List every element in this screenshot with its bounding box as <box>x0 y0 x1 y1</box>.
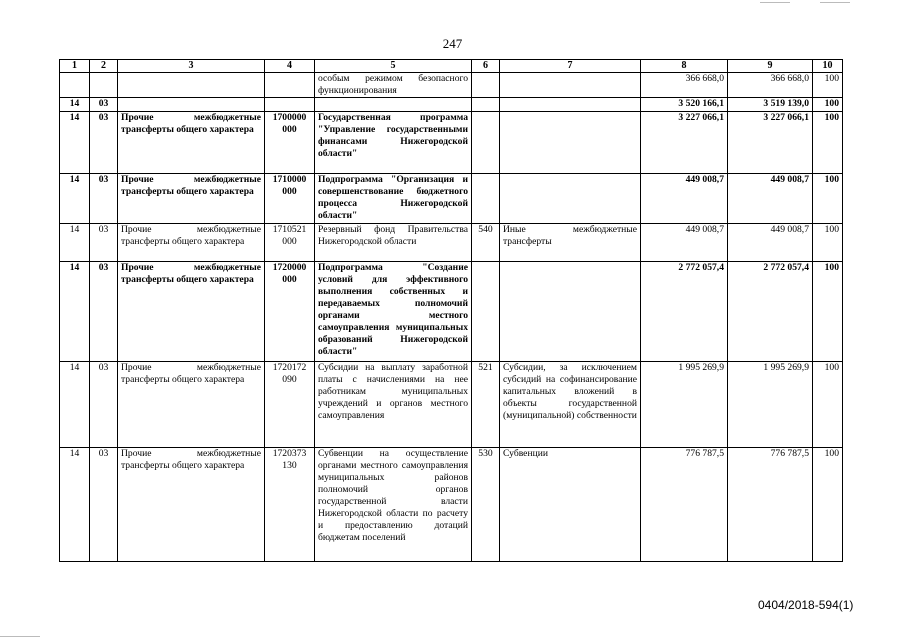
header-cell: 3 <box>118 60 265 73</box>
cell-c1 <box>60 73 90 98</box>
cell-c3: Прочие межбюджетные трансферты общего характера <box>118 112 265 174</box>
cell-c10: 100 <box>813 362 843 448</box>
cell-c2: 03 <box>90 112 118 174</box>
cell-c1: 14 <box>60 112 90 174</box>
cell-c7: Субвенции <box>500 448 641 562</box>
cell-c10: 100 <box>813 73 843 98</box>
cell-c1: 14 <box>60 362 90 448</box>
cell-c7: Субсидии, за исключением субсидий на софинансирование капитальных вложений в объекты государственной (муниципальной) собственности <box>500 362 641 448</box>
cell-c4 <box>265 73 315 98</box>
cell-c9: 776 787,5 <box>728 448 813 562</box>
cell-c10: 100 <box>813 262 843 362</box>
table-row <box>60 174 843 224</box>
header-cell: 6 <box>472 60 500 73</box>
cell-c4: 1710000 000 <box>265 174 315 224</box>
cell-c10: 100 <box>813 98 843 112</box>
scan-mark <box>820 2 850 3</box>
cell-c4: 1720373 130 <box>265 448 315 562</box>
cell-c2: 03 <box>90 98 118 112</box>
cell-c7 <box>500 98 641 112</box>
cell-c10: 100 <box>813 224 843 262</box>
cell-c5: Субвенции на осуществление органами местного самоуправления муниципальных районов полномочий органов государственной власти Нижегородской области по расчету и предоставлению дотаций бюджетам поселений <box>315 448 472 562</box>
cell-c2: 03 <box>90 174 118 224</box>
cell-c4: 1720000 000 <box>265 262 315 362</box>
cell-c5: особым режимом безопасного функционирования <box>315 73 472 98</box>
cell-c10: 100 <box>813 174 843 224</box>
cell-c8: 2 772 057,4 <box>641 262 728 362</box>
cell-c6: 540 <box>472 224 500 262</box>
cell-c4: 1700000 000 <box>265 112 315 174</box>
cell-c2: 03 <box>90 448 118 562</box>
cell-c4: 1720172 090 <box>265 362 315 448</box>
cell-c5 <box>315 98 472 112</box>
cell-c6 <box>472 73 500 98</box>
cell-c3: Прочие межбюджетные трансферты общего характера <box>118 362 265 448</box>
cell-c6: 530 <box>472 448 500 562</box>
cell-c9: 1 995 269,9 <box>728 362 813 448</box>
cell-c1: 14 <box>60 224 90 262</box>
cell-c3: Прочие межбюджетные трансферты общего характера <box>118 174 265 224</box>
header-cell: 7 <box>500 60 641 73</box>
scan-mark <box>0 636 40 637</box>
cell-c9: 449 008,7 <box>728 224 813 262</box>
cell-c1: 14 <box>60 448 90 562</box>
cell-c10: 100 <box>813 112 843 174</box>
cell-c1: 14 <box>60 174 90 224</box>
table-row <box>60 112 843 174</box>
cell-c7 <box>500 112 641 174</box>
cell-c4: 1710521 000 <box>265 224 315 262</box>
cell-c6 <box>472 98 500 112</box>
cell-c3: Прочие межбюджетные трансферты общего характера <box>118 448 265 562</box>
cell-c5: Субсидии на выплату заработной платы с начислениями на нее работникам муниципальных учреждений и органов местного самоуправления <box>315 362 472 448</box>
table-row <box>60 224 843 262</box>
cell-c9: 2 772 057,4 <box>728 262 813 362</box>
header-cell: 2 <box>90 60 118 73</box>
header-cell: 9 <box>728 60 813 73</box>
cell-c6 <box>472 112 500 174</box>
cell-c3 <box>118 98 265 112</box>
cell-c2: 03 <box>90 224 118 262</box>
cell-c2: 03 <box>90 262 118 362</box>
table-row <box>60 262 843 362</box>
header-cell: 10 <box>813 60 843 73</box>
cell-c5: Государственная программа "Управление государственными финансами Нижегородской области" <box>315 112 472 174</box>
cell-c7 <box>500 262 641 362</box>
cell-c8: 3 520 166,1 <box>641 98 728 112</box>
header-cell: 8 <box>641 60 728 73</box>
cell-c8: 366 668,0 <box>641 73 728 98</box>
cell-c7 <box>500 174 641 224</box>
cell-c9: 3 227 066,1 <box>728 112 813 174</box>
table-row <box>60 98 843 112</box>
cell-c2 <box>90 73 118 98</box>
cell-c8: 3 227 066,1 <box>641 112 728 174</box>
table-row <box>60 73 843 98</box>
cell-c3 <box>118 73 265 98</box>
cell-c3: Прочие межбюджетные трансферты общего характера <box>118 224 265 262</box>
scan-mark <box>760 2 790 3</box>
header-cell: 4 <box>265 60 315 73</box>
table-row <box>60 362 843 448</box>
cell-c9: 449 008,7 <box>728 174 813 224</box>
table-row <box>60 448 843 562</box>
cell-c2: 03 <box>90 362 118 448</box>
cell-c1: 14 <box>60 262 90 362</box>
cell-c5: Подпрограмма "Организация и совершенствование бюджетного процесса Нижегородской области" <box>315 174 472 224</box>
cell-c6: 521 <box>472 362 500 448</box>
budget-table <box>59 59 843 562</box>
cell-c8: 776 787,5 <box>641 448 728 562</box>
cell-c8: 1 995 269,9 <box>641 362 728 448</box>
cell-c8: 449 008,7 <box>641 224 728 262</box>
header-cell: 1 <box>60 60 90 73</box>
cell-c7 <box>500 73 641 98</box>
cell-c9: 366 668,0 <box>728 73 813 98</box>
page-number: 247 <box>442 36 463 51</box>
cell-c6 <box>472 174 500 224</box>
header-cell: 5 <box>315 60 472 73</box>
cell-c3: Прочие межбюджетные трансферты общего характера <box>118 262 265 362</box>
cell-c1: 14 <box>60 98 90 112</box>
cell-c5: Резервный фонд Правительства Нижегородской области <box>315 224 472 262</box>
document-code: 0404/2018-594(1) <box>758 598 854 612</box>
cell-c8: 449 008,7 <box>641 174 728 224</box>
cell-c6 <box>472 262 500 362</box>
header-row <box>60 60 843 73</box>
cell-c9: 3 519 139,0 <box>728 98 813 112</box>
cell-c4 <box>265 98 315 112</box>
cell-c5: Подпрограмма "Создание условий для эффективного выполнения собственных и передаваемых полномочий органами местного самоуправления муниципальных образований Нижегородской области" <box>315 262 472 362</box>
cell-c7: Иные межбюджетные трансферты <box>500 224 641 262</box>
cell-c10: 100 <box>813 448 843 562</box>
